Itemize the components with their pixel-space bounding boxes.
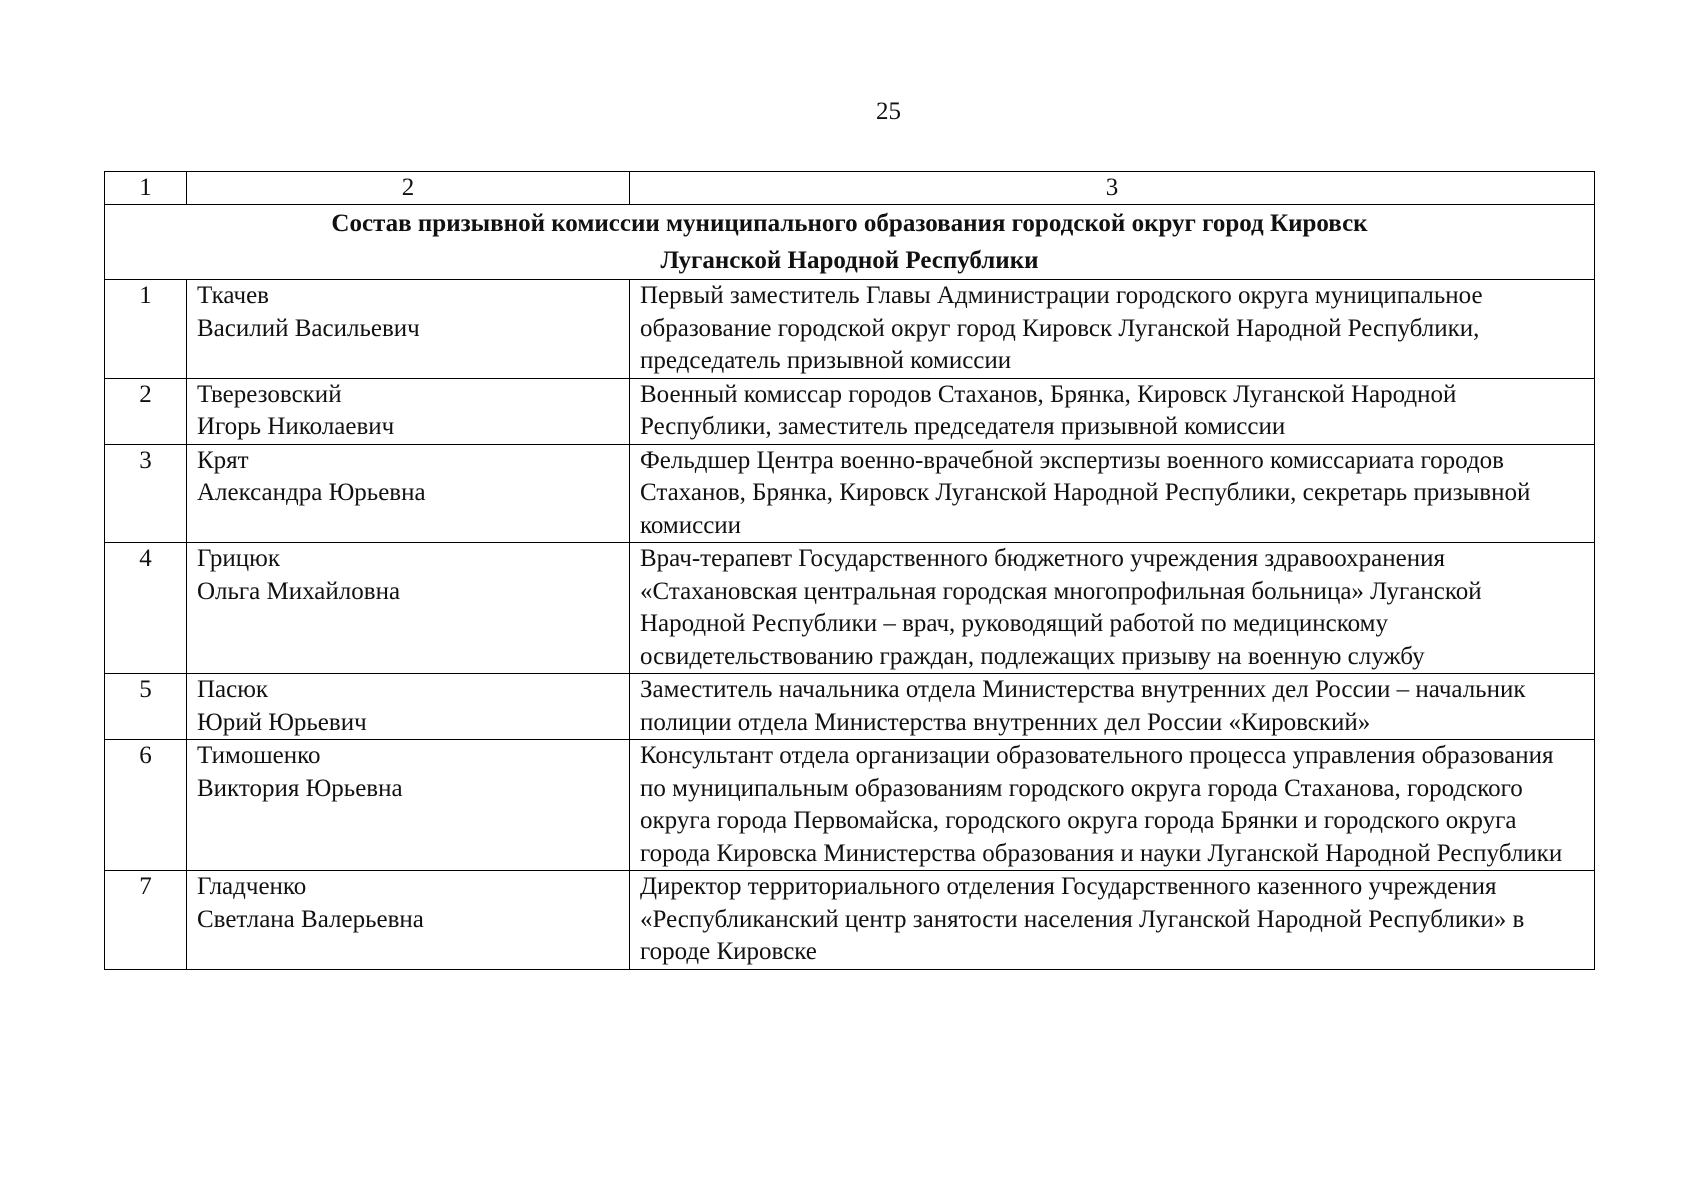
member-given-names: Юрий Юрьевич bbox=[197, 708, 367, 736]
member-surname: Ткачев bbox=[197, 282, 269, 309]
section-title-line-1: Состав призывной комиссии муниципального образования городской округ город Кировск bbox=[331, 210, 1368, 237]
table-row bbox=[105, 674, 1595, 740]
member-surname: Пасюк bbox=[197, 676, 269, 703]
table-row bbox=[105, 378, 1595, 444]
row-number: 2 bbox=[105, 378, 187, 444]
member-surname: Грицюк bbox=[197, 545, 280, 572]
member-given-names: Александра Юрьевна bbox=[197, 479, 426, 506]
section-title bbox=[105, 205, 1595, 280]
member-given-names: Виктория Юрьевна bbox=[197, 774, 403, 802]
member-given-names: Игорь Николаевич bbox=[197, 413, 395, 440]
member-name bbox=[187, 378, 630, 444]
member-name bbox=[187, 740, 630, 871]
member-position: Фельдшер Центра военно-врачебной экспертизы военного комиссариата городов Стаханов, Брянка, Кировск Луганской Народной Республики, секретарь призывной комиссии bbox=[630, 444, 1595, 543]
member-surname: Тимошенко bbox=[197, 742, 321, 769]
member-name bbox=[187, 543, 630, 674]
member-name bbox=[187, 871, 630, 970]
column-number-row bbox=[105, 172, 1595, 205]
commission-table bbox=[104, 171, 1595, 970]
row-number: 3 bbox=[105, 444, 187, 543]
row-number: 5 bbox=[105, 674, 187, 740]
member-position: Заместитель начальника отдела Министерства внутренних дел России – начальник полиции отдела Министерства внутренних дел России «Кировский» bbox=[630, 674, 1595, 740]
member-given-names: Ольга Михайловна bbox=[197, 577, 401, 605]
member-given-names: Светлана Валерьевна bbox=[197, 905, 424, 933]
member-position: Директор территориального отделения Государственного казенного учреждения «Республиканский центр занятости населения Луганской Народной Республики» в городе Кировске bbox=[630, 871, 1595, 970]
member-surname: Крят bbox=[197, 446, 249, 474]
table-row bbox=[105, 444, 1595, 543]
table-row bbox=[105, 871, 1595, 970]
row-number: 1 bbox=[105, 280, 187, 379]
page-number: 25 bbox=[876, 98, 901, 125]
member-name bbox=[187, 280, 630, 379]
member-position: Консультант отдела организации образовательного процесса управления образования по муниципальным образованиям городского округа города Стаханова, городского округа города Первомайска, городского округа города Брянки и городского округа города Кировска Министерства образования и науки Луганской Народной Республики bbox=[630, 740, 1595, 871]
row-number: 4 bbox=[105, 543, 187, 674]
table-row bbox=[105, 740, 1595, 871]
column-number-3: 3 bbox=[630, 172, 1595, 205]
member-name bbox=[187, 444, 630, 543]
member-position: Первый заместитель Главы Администрации городского округа муниципальное образование городской округ город Кировск Луганской Народной Республики, председатель призывной комиссии bbox=[630, 280, 1595, 379]
member-surname: Гладченко bbox=[197, 873, 307, 900]
member-name bbox=[187, 674, 630, 740]
member-position: Врач-терапевт Государственного бюджетного учреждения здравоохранения «Стахановская центральная городская многопрофильная больница» Луганской Народной Республики – врач, руководящий работой по медицинскому освидетельствованию граждан, подлежащих призыву на военную службу bbox=[630, 543, 1595, 674]
section-title-row bbox=[105, 205, 1595, 280]
column-number-2: 2 bbox=[187, 172, 630, 205]
row-number: 6 bbox=[105, 740, 187, 871]
member-position: Военный комиссар городов Стаханов, Брянка, Кировск Луганской Народной Республики, заместитель председателя призывной комиссии bbox=[630, 378, 1595, 444]
member-given-names: Василий Васильевич bbox=[197, 314, 420, 342]
section-title-line-2: Луганской Народной Республики bbox=[660, 247, 1039, 274]
column-number-1: 1 bbox=[105, 172, 187, 205]
row-number: 7 bbox=[105, 871, 187, 970]
member-surname: Тверезовский bbox=[197, 380, 342, 408]
table-row bbox=[105, 280, 1595, 379]
table-row bbox=[105, 543, 1595, 674]
